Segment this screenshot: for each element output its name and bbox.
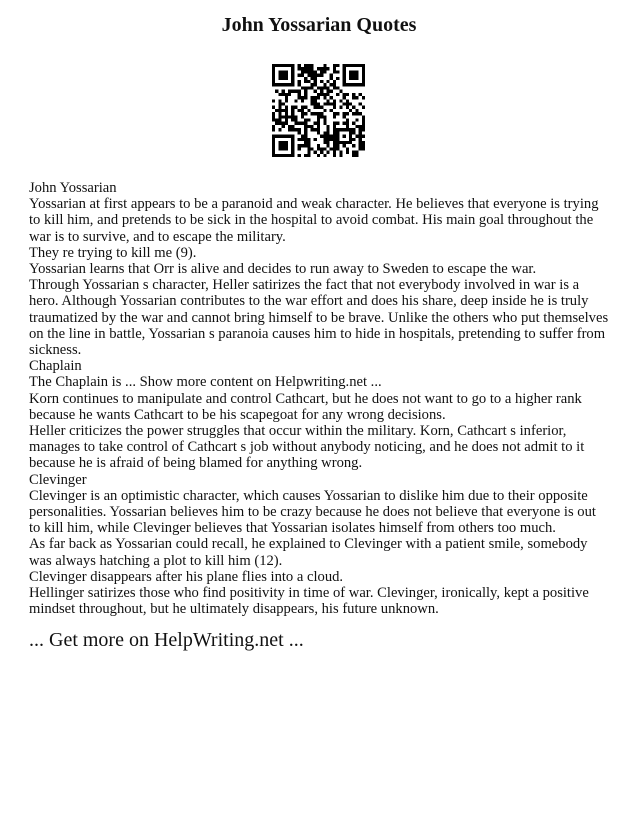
paragraph: They re trying to kill me (9). bbox=[29, 244, 197, 261]
paragraph: Yossarian at first appears to be a paranoid and weak character. He believes that everyone is trying to kill him, and pretends to be sick in the hospital to avoid combat. His main goal throughout the war is to survive, and to escape the military. bbox=[29, 196, 599, 245]
paragraph: Hellinger satirizes those who find positivity in time of war. Clevinger, ironically, kept a positive mindset throughout, but he ultimately disappears, his future unknown. bbox=[29, 585, 589, 618]
paragraph: Chaplain bbox=[29, 358, 82, 375]
get-more-link[interactable]: ... Get more on HelpWriting.net ... bbox=[29, 629, 304, 651]
paragraph: As far back as Yossarian could recall, he explained to Clevinger with a patient smile, somebody was always hatching a plot to kill him (12). bbox=[29, 536, 588, 569]
paragraph: Clevinger bbox=[29, 471, 87, 488]
paragraph: Korn continues to manipulate and control Cathcart, but he does not want to go to a higher rank because he wants Cathcart to be his scapegoat for any wrong decisions. bbox=[29, 390, 582, 423]
qr-code-icon bbox=[272, 64, 365, 157]
paragraph: Heller criticizes the power struggles that occur within the military. Korn, Cathcart s inferior, manages to take control of Cathcart s job without anybody noticing, and he does not admit to it because he is afraid of being blamed for anything wrong. bbox=[29, 423, 585, 472]
page-title: John Yossarian Quotes bbox=[221, 14, 417, 36]
paragraph: The Chaplain is ... Show more content on Helpwriting.net ... bbox=[29, 374, 382, 391]
paragraph: Yossarian learns that Orr is alive and decides to run away to Sweden to escape the war. bbox=[29, 261, 537, 278]
paragraph: John Yossarian bbox=[29, 180, 117, 196]
qr-code-graphic bbox=[272, 64, 365, 157]
paragraph: Clevinger is an optimistic character, which causes Yossarian to dislike him due to their opposite personalities. Yossarian believes him to be crazy because he does not believe that everyone is out to kill him, while Clevinger believes that Yossarian isolates himself from others too much. bbox=[29, 487, 596, 537]
paragraph: Clevinger disappears after his plane flies into a cloud. bbox=[29, 568, 344, 585]
paragraph: Through Yossarian s character, Heller satirizes the fact that not everybody involved in war is a hero. Although Yossarian contributes to the war effort and does his share, deep inside he is truly traumatized by the war and cannot bring himself to be brave. Unlike the others who put themselves on the line in battle, Yossarian s paranoia causes him to hide in hospitals, pretending to suffer from sickness. bbox=[29, 277, 609, 359]
document-body bbox=[29, 180, 609, 617]
